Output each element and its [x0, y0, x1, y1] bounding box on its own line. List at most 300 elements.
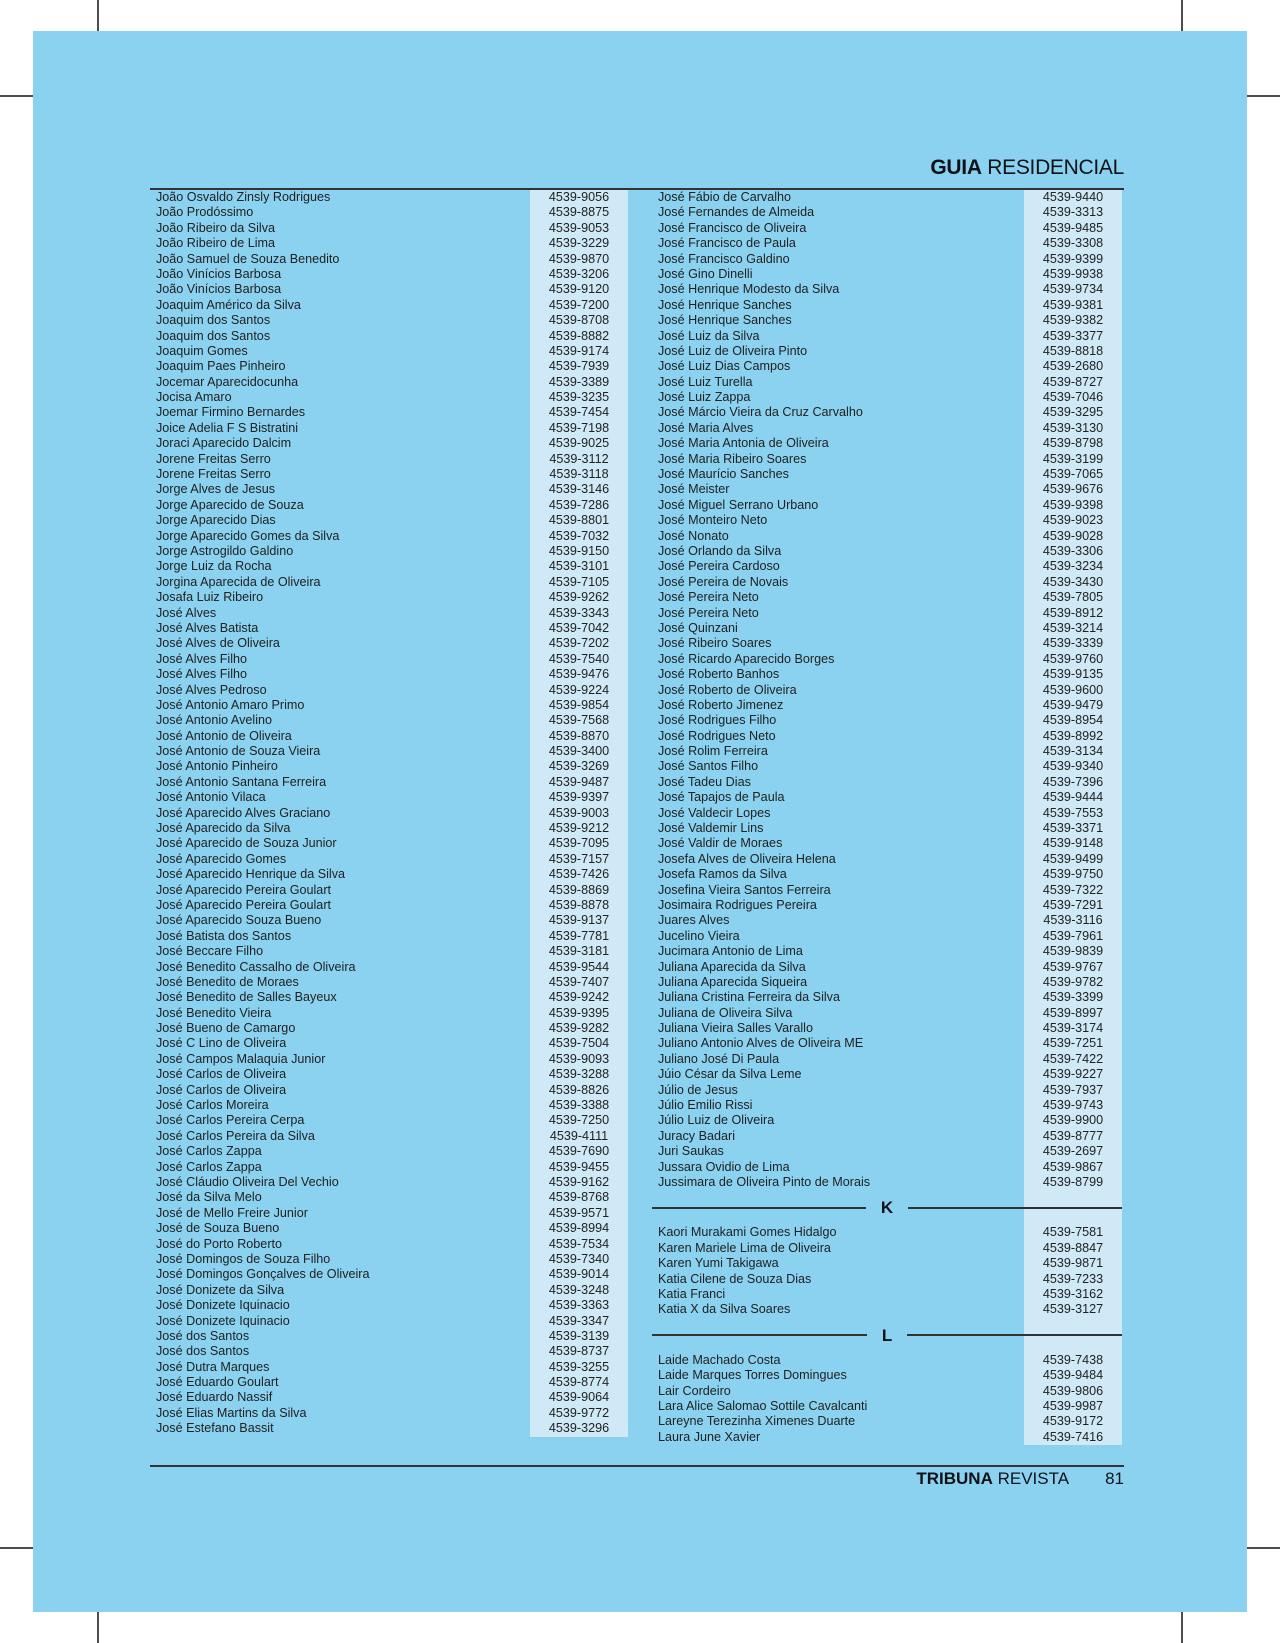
phone-number: 4539-3127: [1024, 1302, 1122, 1317]
directory-row: [652, 452, 1122, 467]
phone-number: 4539-3306: [1024, 544, 1122, 559]
subscriber-name: José Luiz de Oliveira Pinto: [658, 343, 808, 358]
directory-row: [652, 1144, 1122, 1159]
phone-number: 4539-3295: [1024, 405, 1122, 420]
phone-number: 4539-9093: [530, 1052, 628, 1067]
subscriber-name: Jorene Freitas Serro: [156, 467, 271, 482]
directory-row: [652, 775, 1122, 790]
phone-number: 4539-7105: [530, 575, 628, 590]
directory-row: [150, 544, 628, 559]
phone-number: 4539-3234: [1024, 559, 1122, 574]
subscriber-name: José dos Santos: [156, 1344, 250, 1359]
phone-number: 4539-2680: [1024, 359, 1122, 374]
subscriber-name: José Meister: [658, 482, 730, 497]
directory-row: [652, 1083, 1122, 1098]
crop-mark-top-left-v: [97, 0, 99, 31]
directory-row: [150, 990, 628, 1005]
phone-number: 4539-9743: [1024, 1098, 1122, 1113]
phone-number: 4539-9148: [1024, 836, 1122, 851]
directory-row: [150, 375, 628, 390]
subscriber-name: José Pereira de Novais: [658, 574, 789, 589]
subscriber-name: José do Porto Roberto: [156, 1236, 283, 1251]
phone-number: 4539-7438: [1024, 1353, 1122, 1368]
subscriber-name: José Tadeu Dias: [658, 774, 751, 789]
directory-row: [150, 482, 628, 497]
phone-number: 4539-9455: [530, 1160, 628, 1175]
subscriber-name: Lara Alice Salomao Sottile Cavalcanti: [658, 1398, 868, 1413]
subscriber-name: João Prodóssimo: [156, 205, 254, 220]
subscriber-name: Jussara Ovidio de Lima: [658, 1159, 790, 1174]
directory-row: [150, 1221, 628, 1236]
directory-row: [150, 636, 628, 651]
section-letter: K: [880, 1198, 894, 1218]
phone-number: 4539-9760: [1024, 652, 1122, 667]
subscriber-name: José Benedito Cassalho de Oliveira: [156, 959, 356, 974]
directory-row: [652, 698, 1122, 713]
directory-row: [652, 1414, 1122, 1429]
directory-row: [150, 1067, 628, 1082]
directory-row: [652, 1384, 1122, 1399]
subscriber-name: Lareyne Terezinha Ximenes Duarte: [658, 1414, 856, 1429]
subscriber-name: José Quinzani: [658, 620, 738, 635]
subscriber-name: José Eduardo Nassif: [156, 1390, 273, 1405]
directory-row: [652, 575, 1122, 590]
directory-row: [150, 806, 628, 821]
directory-row: [150, 759, 628, 774]
subscriber-name: José Aparecido Henrique da Silva: [156, 867, 346, 882]
phone-number: 4539-3308: [1024, 236, 1122, 251]
directory-row: [652, 621, 1122, 636]
phone-number: 4539-8875: [530, 205, 628, 220]
directory-row: [652, 1052, 1122, 1067]
subscriber-name: José Fábio de Carvalho: [658, 190, 792, 204]
directory-row: [652, 1302, 1122, 1317]
phone-number: 4539-3206: [530, 267, 628, 282]
directory-row: [652, 390, 1122, 405]
phone-number: 4539-9476: [530, 667, 628, 682]
directory-row: [652, 1287, 1122, 1302]
directory-row: [150, 1406, 628, 1421]
subscriber-name: José Roberto Jimenez: [658, 697, 784, 712]
subscriber-name: Jorge Aparecido Gomes da Silva: [156, 528, 340, 543]
phone-number: 4539-3130: [1024, 421, 1122, 436]
phone-number: 4539-9772: [530, 1406, 628, 1421]
directory-row: [652, 1368, 1122, 1383]
phone-number: 4539-8727: [1024, 375, 1122, 390]
phone-number: 4539-9854: [530, 698, 628, 713]
section-divider-line: [652, 1318, 1122, 1353]
phone-number: 4539-3255: [530, 1360, 628, 1375]
phone-number: 4539-7200: [530, 298, 628, 313]
subscriber-name: José Alves Pedroso: [156, 682, 267, 697]
footer-brand-bold: TRIBUNA: [916, 1469, 993, 1488]
phone-number: 4539-7805: [1024, 590, 1122, 605]
subscriber-name: José Donizete da Silva: [156, 1282, 285, 1297]
subscriber-name: Júlio de Jesus: [658, 1082, 738, 1097]
phone-number: 4539-7939: [530, 359, 628, 374]
directory-column-left: [150, 190, 628, 1437]
phone-number: 4539-9487: [530, 775, 628, 790]
subscriber-name: José Henrique Sanches: [658, 297, 792, 312]
directory-row: [652, 759, 1122, 774]
subscriber-name: Josafa Luiz Ribeiro: [156, 590, 264, 605]
subscriber-name: José Roberto de Oliveira: [658, 682, 797, 697]
directory-row: [652, 375, 1122, 390]
subscriber-name: Joemar Firmino Bernardes: [156, 405, 306, 420]
subscriber-name: José Antonio de Souza Vieira: [156, 744, 321, 759]
directory-row: [150, 667, 628, 682]
directory-row: [652, 852, 1122, 867]
directory-row: [652, 559, 1122, 574]
subscriber-name: José Domingos de Souza Filho: [156, 1251, 331, 1266]
phone-number: 4539-7095: [530, 836, 628, 851]
subscriber-name: José Aparecido Alves Graciano: [156, 805, 331, 820]
phone-number: 4539-9444: [1024, 790, 1122, 805]
subscriber-name: José Elias Martins da Silva: [156, 1405, 307, 1420]
phone-number: 4539-9064: [530, 1390, 628, 1405]
subscriber-name: José Maria Alves: [658, 420, 754, 435]
subscriber-name: José Rodrigues Filho: [658, 713, 777, 728]
phone-number: 4539-3288: [530, 1067, 628, 1082]
phone-number: 4539-3248: [530, 1283, 628, 1298]
subscriber-name: Karen Yumi Takigawa: [658, 1256, 779, 1271]
directory-row: [150, 452, 628, 467]
phone-number: 4539-7581: [1024, 1225, 1122, 1240]
subscriber-name: Júio César da Silva Leme: [658, 1067, 802, 1082]
phone-number: 4539-7422: [1024, 1052, 1122, 1067]
directory-row: [652, 344, 1122, 359]
phone-number: 4539-9750: [1024, 867, 1122, 882]
subscriber-name: Jorge Alves de Jesus: [156, 482, 276, 497]
subscriber-name: Jocisa Amaro: [156, 390, 232, 405]
directory-row: [652, 652, 1122, 667]
phone-number: 4539-8777: [1024, 1129, 1122, 1144]
directory-row: [652, 267, 1122, 282]
subscriber-name: Joaquim dos Santos: [156, 328, 271, 343]
subscriber-name: Joraci Aparecido Dalcim: [156, 436, 292, 451]
subscriber-name: João Vinícios Barbosa: [156, 282, 282, 297]
footer-brand-regular: REVISTA: [997, 1469, 1070, 1488]
subscriber-name: Joaquim dos Santos: [156, 313, 271, 328]
subscriber-name: Juliana Aparecida da Silva: [658, 959, 806, 974]
directory-row: [652, 713, 1122, 728]
phone-number: 4539-7340: [530, 1252, 628, 1267]
subscriber-name: José Rodrigues Neto: [658, 728, 776, 743]
directory-row: [652, 683, 1122, 698]
phone-number: 4539-7250: [530, 1113, 628, 1128]
phone-number: 4539-7416: [1024, 1430, 1122, 1445]
phone-number: 4539-9440: [1024, 190, 1122, 205]
directory-row: [150, 1206, 628, 1221]
subscriber-name: José Alves de Oliveira: [156, 636, 280, 651]
directory-row: [150, 329, 628, 344]
subscriber-name: Jorge Astrogildo Galdino: [156, 543, 294, 558]
subscriber-name: Júlio Emilio Rissi: [658, 1098, 753, 1113]
phone-number: 4539-9056: [530, 190, 628, 205]
subscriber-name: Joice Adelia F S Bistratini: [156, 420, 299, 435]
directory-row: [652, 529, 1122, 544]
phone-number: 4539-7553: [1024, 806, 1122, 821]
directory-row: [652, 1113, 1122, 1128]
subscriber-name: José Beccare Filho: [156, 944, 264, 959]
phone-number: 4539-7426: [530, 867, 628, 882]
directory-row: [150, 913, 628, 928]
directory-row: [652, 1256, 1122, 1271]
phone-number: 4539-9839: [1024, 944, 1122, 959]
phone-number: 4539-7291: [1024, 898, 1122, 913]
phone-number: 4539-3363: [530, 1298, 628, 1313]
subscriber-name: José Henrique Sanches: [658, 313, 792, 328]
phone-number: 4539-9397: [530, 790, 628, 805]
directory-row: [652, 1353, 1122, 1368]
subscriber-name: José Carlos Pereira da Silva: [156, 1128, 315, 1143]
phone-number: 4539-3174: [1024, 1021, 1122, 1036]
subscriber-name: José Francisco de Paula: [658, 236, 796, 251]
directory-row: [150, 836, 628, 851]
directory-row: [150, 252, 628, 267]
subscriber-name: José Carlos Pereira Cerpa: [156, 1113, 305, 1128]
subscriber-name: José Francisco Galdino: [658, 251, 790, 266]
phone-number: 4539-7568: [530, 713, 628, 728]
page-number: 81: [1105, 1469, 1124, 1488]
phone-number: 4539-9479: [1024, 698, 1122, 713]
directory-row: [652, 883, 1122, 898]
phone-number: 4539-3377: [1024, 329, 1122, 344]
subscriber-name: José dos Santos: [156, 1328, 250, 1343]
phone-number: 4539-8801: [530, 513, 628, 528]
phone-number: 4539-9900: [1024, 1113, 1122, 1128]
phone-number: 4539-9212: [530, 821, 628, 836]
phone-number: 4539-7937: [1024, 1083, 1122, 1098]
directory-row: [150, 436, 628, 451]
subscriber-name: Karen Mariele Lima de Oliveira: [658, 1240, 831, 1255]
directory-row: [652, 1006, 1122, 1021]
subscriber-name: José Carlos Moreira: [156, 1098, 269, 1113]
page-footer: [150, 1469, 1124, 1489]
phone-number: 4539-8818: [1024, 344, 1122, 359]
directory-row: [150, 1098, 628, 1113]
phone-number: 4539-3371: [1024, 821, 1122, 836]
directory-row: [150, 559, 628, 574]
subscriber-name: José Aparecido de Souza Junior: [156, 836, 337, 851]
directory-row: [150, 344, 628, 359]
subscriber-name: Jorene Freitas Serro: [156, 451, 271, 466]
directory-row: [150, 359, 628, 374]
subscriber-name: Jussimara de Oliveira Pinto de Morais: [658, 1175, 871, 1189]
subscriber-name: José Santos Filho: [658, 759, 759, 774]
phone-number: 4539-9382: [1024, 313, 1122, 328]
subscriber-name: José Carlos Zappa: [156, 1144, 262, 1159]
subscriber-name: João Osvaldo Zinsly Rodrigues: [156, 190, 331, 204]
phone-number: 4539-3296: [530, 1421, 628, 1436]
phone-number: 4539-9767: [1024, 960, 1122, 975]
directory-row: [652, 1399, 1122, 1414]
subscriber-name: João Samuel de Souza Benedito: [156, 251, 340, 266]
phone-number: 4539-9023: [1024, 513, 1122, 528]
subscriber-name: Joaquim Américo da Silva: [156, 297, 301, 312]
directory-row: [150, 298, 628, 313]
directory-row: [652, 960, 1122, 975]
phone-number: 4539-3199: [1024, 452, 1122, 467]
section-divider-line: [652, 1190, 1122, 1225]
directory-row: [652, 298, 1122, 313]
directory-row: [150, 713, 628, 728]
directory-row: [150, 1036, 628, 1051]
directory-row: [652, 898, 1122, 913]
directory-row: [652, 1021, 1122, 1036]
subscriber-name: José Benedito Vieira: [156, 1005, 272, 1020]
directory-row: [652, 405, 1122, 420]
phone-number: 4539-7198: [530, 421, 628, 436]
phone-number: 4539-9571: [530, 1206, 628, 1221]
subscriber-name: José Pereira Neto: [658, 605, 759, 620]
phone-number: 4539-9150: [530, 544, 628, 559]
directory-row: [150, 606, 628, 621]
subscriber-name: José da Silva Melo: [156, 1190, 262, 1205]
footer-brand: [916, 1469, 1069, 1489]
subscriber-name: Júlio Luiz de Oliveira: [658, 1113, 775, 1128]
phone-number: 4539-3235: [530, 390, 628, 405]
directory-row: [150, 621, 628, 636]
phone-number: 4539-9120: [530, 282, 628, 297]
phone-number: 4539-8737: [530, 1344, 628, 1359]
subscriber-name: José Aparecido Souza Bueno: [156, 913, 322, 928]
subscriber-name: Josimaira Rodrigues Pereira: [658, 897, 817, 912]
subscriber-name: José Henrique Modesto da Silva: [658, 282, 840, 297]
phone-number: 4539-3118: [530, 467, 628, 482]
directory-row: [150, 1283, 628, 1298]
subscriber-name: José Antonio Avelino: [156, 713, 272, 728]
phone-number: 4539-3139: [530, 1329, 628, 1344]
directory-row: [150, 1267, 628, 1282]
phone-number: 4539-7233: [1024, 1272, 1122, 1287]
phone-number: 4539-9485: [1024, 221, 1122, 236]
subscriber-name: José Gino Dinelli: [658, 266, 753, 281]
subscriber-name: Juri Saukas: [658, 1144, 724, 1159]
subscriber-name: José Antonio Pinheiro: [156, 759, 278, 774]
directory-row: [652, 282, 1122, 297]
directory-row: [652, 313, 1122, 328]
subscriber-name: José Bueno de Camargo: [156, 1021, 296, 1036]
directory-row: [652, 913, 1122, 928]
subscriber-name: Jorge Aparecido de Souza: [156, 497, 304, 512]
directory-row: [150, 1160, 628, 1175]
phone-number: 4539-8912: [1024, 606, 1122, 621]
subscriber-name: José Miguel Serrano Urbano: [658, 497, 819, 512]
phone-number: 4539-9871: [1024, 1256, 1122, 1271]
directory-row: [150, 1237, 628, 1252]
subscriber-name: Lair Cordeiro: [658, 1383, 731, 1398]
phone-number: 4539-3134: [1024, 744, 1122, 759]
phone-number: 4539-7396: [1024, 775, 1122, 790]
subscriber-name: José Antonio de Oliveira: [156, 728, 292, 743]
phone-number: 4539-3101: [530, 559, 628, 574]
directory-row: [652, 667, 1122, 682]
subscriber-name: José Maurício Sanches: [658, 467, 789, 482]
phone-number: 4539-9987: [1024, 1399, 1122, 1414]
phone-number: 4539-9262: [530, 590, 628, 605]
directory-row: [652, 329, 1122, 344]
directory-row: [652, 944, 1122, 959]
subscriber-name: João Ribeiro da Silva: [156, 220, 276, 235]
directory-row: [652, 236, 1122, 251]
subscriber-name: Josefa Ramos da Silva: [658, 867, 787, 882]
phone-number: 4539-7534: [530, 1237, 628, 1252]
directory-row: [150, 1175, 628, 1190]
subscriber-name: Laide Marques Torres Domingues: [658, 1368, 847, 1383]
directory-row: [652, 436, 1122, 451]
section-divider: [652, 1190, 1122, 1225]
phone-number: 4539-9484: [1024, 1368, 1122, 1383]
subscriber-name: José Monteiro Neto: [658, 513, 768, 528]
phone-number: 4539-8994: [530, 1221, 628, 1236]
subscriber-name: Katia Franci: [658, 1286, 726, 1301]
phone-number: 4539-4111: [530, 1129, 628, 1144]
subscriber-name: José Antonio Vilaca: [156, 790, 266, 805]
crop-mark-top-right-h: [1247, 95, 1280, 97]
subscriber-name: Kaori Murakami Gomes Hidalgo: [658, 1225, 837, 1240]
directory-row: [652, 790, 1122, 805]
phone-number: 4539-7042: [530, 621, 628, 636]
subscriber-name: José Carlos Zappa: [156, 1159, 262, 1174]
directory-row: [150, 821, 628, 836]
directory-row: [652, 513, 1122, 528]
phone-number: 4539-2697: [1024, 1144, 1122, 1159]
phone-number: 4539-3229: [530, 236, 628, 251]
directory-row: [150, 421, 628, 436]
phone-number: 4539-9381: [1024, 298, 1122, 313]
phone-number: 4539-9137: [530, 913, 628, 928]
subscriber-name: José Antonio Amaro Primo: [156, 697, 305, 712]
directory-row: [652, 190, 1122, 205]
subscriber-name: José Maria Ribeiro Soares: [658, 451, 807, 466]
subscriber-name: José Fernandes de Almeida: [658, 205, 815, 220]
directory-row: [150, 975, 628, 990]
phone-number: 4539-9399: [1024, 252, 1122, 267]
directory-row: [652, 1175, 1122, 1190]
directory-row: [150, 190, 628, 205]
section-letter: L: [881, 1325, 893, 1345]
subscriber-name: José Estefano Bassit: [156, 1421, 274, 1436]
phone-number: 4539-9499: [1024, 852, 1122, 867]
phone-number: 4539-8799: [1024, 1175, 1122, 1190]
subscriber-name: José Márcio Vieira da Cruz Carvalho: [658, 405, 863, 420]
directory-row: [652, 836, 1122, 851]
subscriber-name: José Aparecido da Silva: [156, 821, 291, 836]
phone-number: 4539-7322: [1024, 883, 1122, 898]
phone-number: 4539-3388: [530, 1098, 628, 1113]
directory-row: [150, 1329, 628, 1344]
subscriber-name: José Benedito de Moraes: [156, 974, 299, 989]
crop-mark-bottom-right-v: [1181, 1612, 1183, 1643]
phone-number: 4539-7407: [530, 975, 628, 990]
directory-row: [652, 806, 1122, 821]
directory-row: [150, 1006, 628, 1021]
phone-number: 4539-9174: [530, 344, 628, 359]
phone-number: 4539-7157: [530, 852, 628, 867]
directory-row: [150, 698, 628, 713]
directory-row: [652, 544, 1122, 559]
phone-number: 4539-7251: [1024, 1036, 1122, 1051]
directory-row: [150, 898, 628, 913]
directory-row: [652, 929, 1122, 944]
subscriber-name: José Maria Antonia de Oliveira: [658, 436, 829, 451]
directory-row: [652, 1098, 1122, 1113]
subscriber-name: José Dutra Marques: [156, 1359, 270, 1374]
subscriber-name: Joaquim Paes Pinheiro: [156, 359, 286, 374]
phone-number: 4539-9938: [1024, 267, 1122, 282]
subscriber-name: José Benedito de Salles Bayeux: [156, 990, 337, 1005]
